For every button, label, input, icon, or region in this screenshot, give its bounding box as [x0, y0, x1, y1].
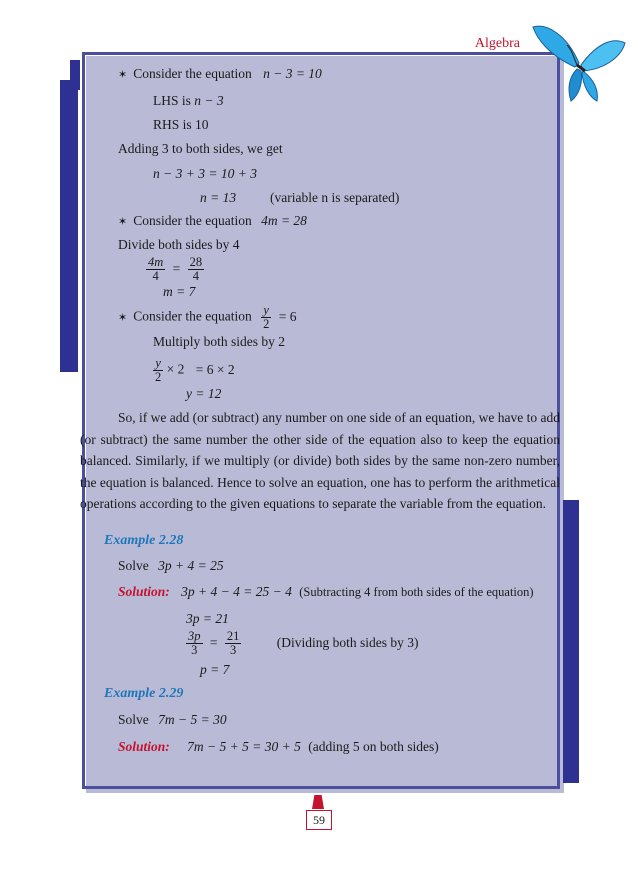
right-accent-bar	[563, 500, 579, 783]
fraction-equation: $\frac{3p}{3}$ = $\frac{21}{3}$ (Dividing both sides by 3)	[188, 629, 419, 657]
result-line: y = 12	[186, 386, 222, 401]
fraction: $\frac{21}{3}$	[226, 629, 240, 657]
note-line: (variable n is separated)	[270, 190, 400, 205]
solution-line: Solution: 7m − 5 + 5 = 30 + 5 (adding 5 on both sides)	[118, 739, 439, 754]
fraction: $\frac{y}{2}$	[263, 303, 270, 331]
consider-line-2: ✶ Consider the equation 4m = 28	[118, 213, 307, 228]
star-bullet-icon: ✶	[118, 311, 128, 324]
lhs-line: LHS is n − 3	[153, 93, 224, 108]
result-line: p = 7	[200, 662, 230, 677]
chapter-title: Algebra	[474, 36, 520, 51]
page-number: 59	[306, 810, 332, 830]
page-number-tab	[312, 795, 324, 809]
solve-line: Solve 7m − 5 = 30	[118, 712, 227, 727]
star-bullet-icon: ✶	[118, 69, 128, 81]
multiply-line: Multiply both sides by 2	[153, 334, 286, 349]
consider-line-3: ✶ Consider the equation $\frac{y}{2}$ = 6	[118, 303, 297, 331]
explanation-paragraph: So, if we add (or subtract) any number on one side of an equation, we have to add (or subtract) the same number the other side of the equation also to keep the equation balanced. Similarly, if we multiply (or divide) both sides by the same non-zero number, the equation is balanced. Hence to solve an equation, one has to perform the arithmetical operations according to the given equations to separate the variable from the equation.	[80, 410, 560, 511]
fraction: $\frac{28}{4}$	[189, 255, 203, 283]
rhs-line: RHS is 10	[153, 117, 209, 132]
step-line: n − 3 + 3 = 10 + 3	[153, 166, 257, 181]
result-line: m = 7	[163, 284, 196, 299]
left-accent-bar	[60, 80, 78, 372]
star-bullet-icon: ✶	[118, 216, 128, 228]
solve-line: Solve 3p + 4 = 25	[118, 558, 224, 573]
fraction: $\frac{y}{2}$	[155, 356, 162, 384]
adding-line: Adding 3 to both sides, we get	[118, 141, 283, 156]
butterfly-icon	[527, 15, 627, 105]
fraction: $\frac{3p}{3}$	[188, 629, 201, 657]
result-line: n = 13	[200, 190, 237, 205]
example-heading: Example 2.28	[104, 533, 184, 548]
consider-line-1: ✶ Consider the equation n − 3 = 10	[118, 66, 322, 81]
example-heading: Example 2.29	[104, 686, 184, 701]
solution-line: Solution: 3p + 4 − 4 = 25 − 4 (Subtracting 4 from both sides of the equation)	[118, 584, 534, 599]
times-equation: $\frac{y}{2}$ × 2 = 6 × 2	[155, 356, 235, 384]
fraction-equation: $\frac{4m}{4}$ = $\frac{28}{4}$	[148, 255, 203, 283]
step-line: 3p = 21	[186, 611, 229, 626]
fraction: $\frac{4m}{4}$	[148, 255, 164, 283]
divide-line: Divide both sides by 4	[118, 237, 240, 252]
